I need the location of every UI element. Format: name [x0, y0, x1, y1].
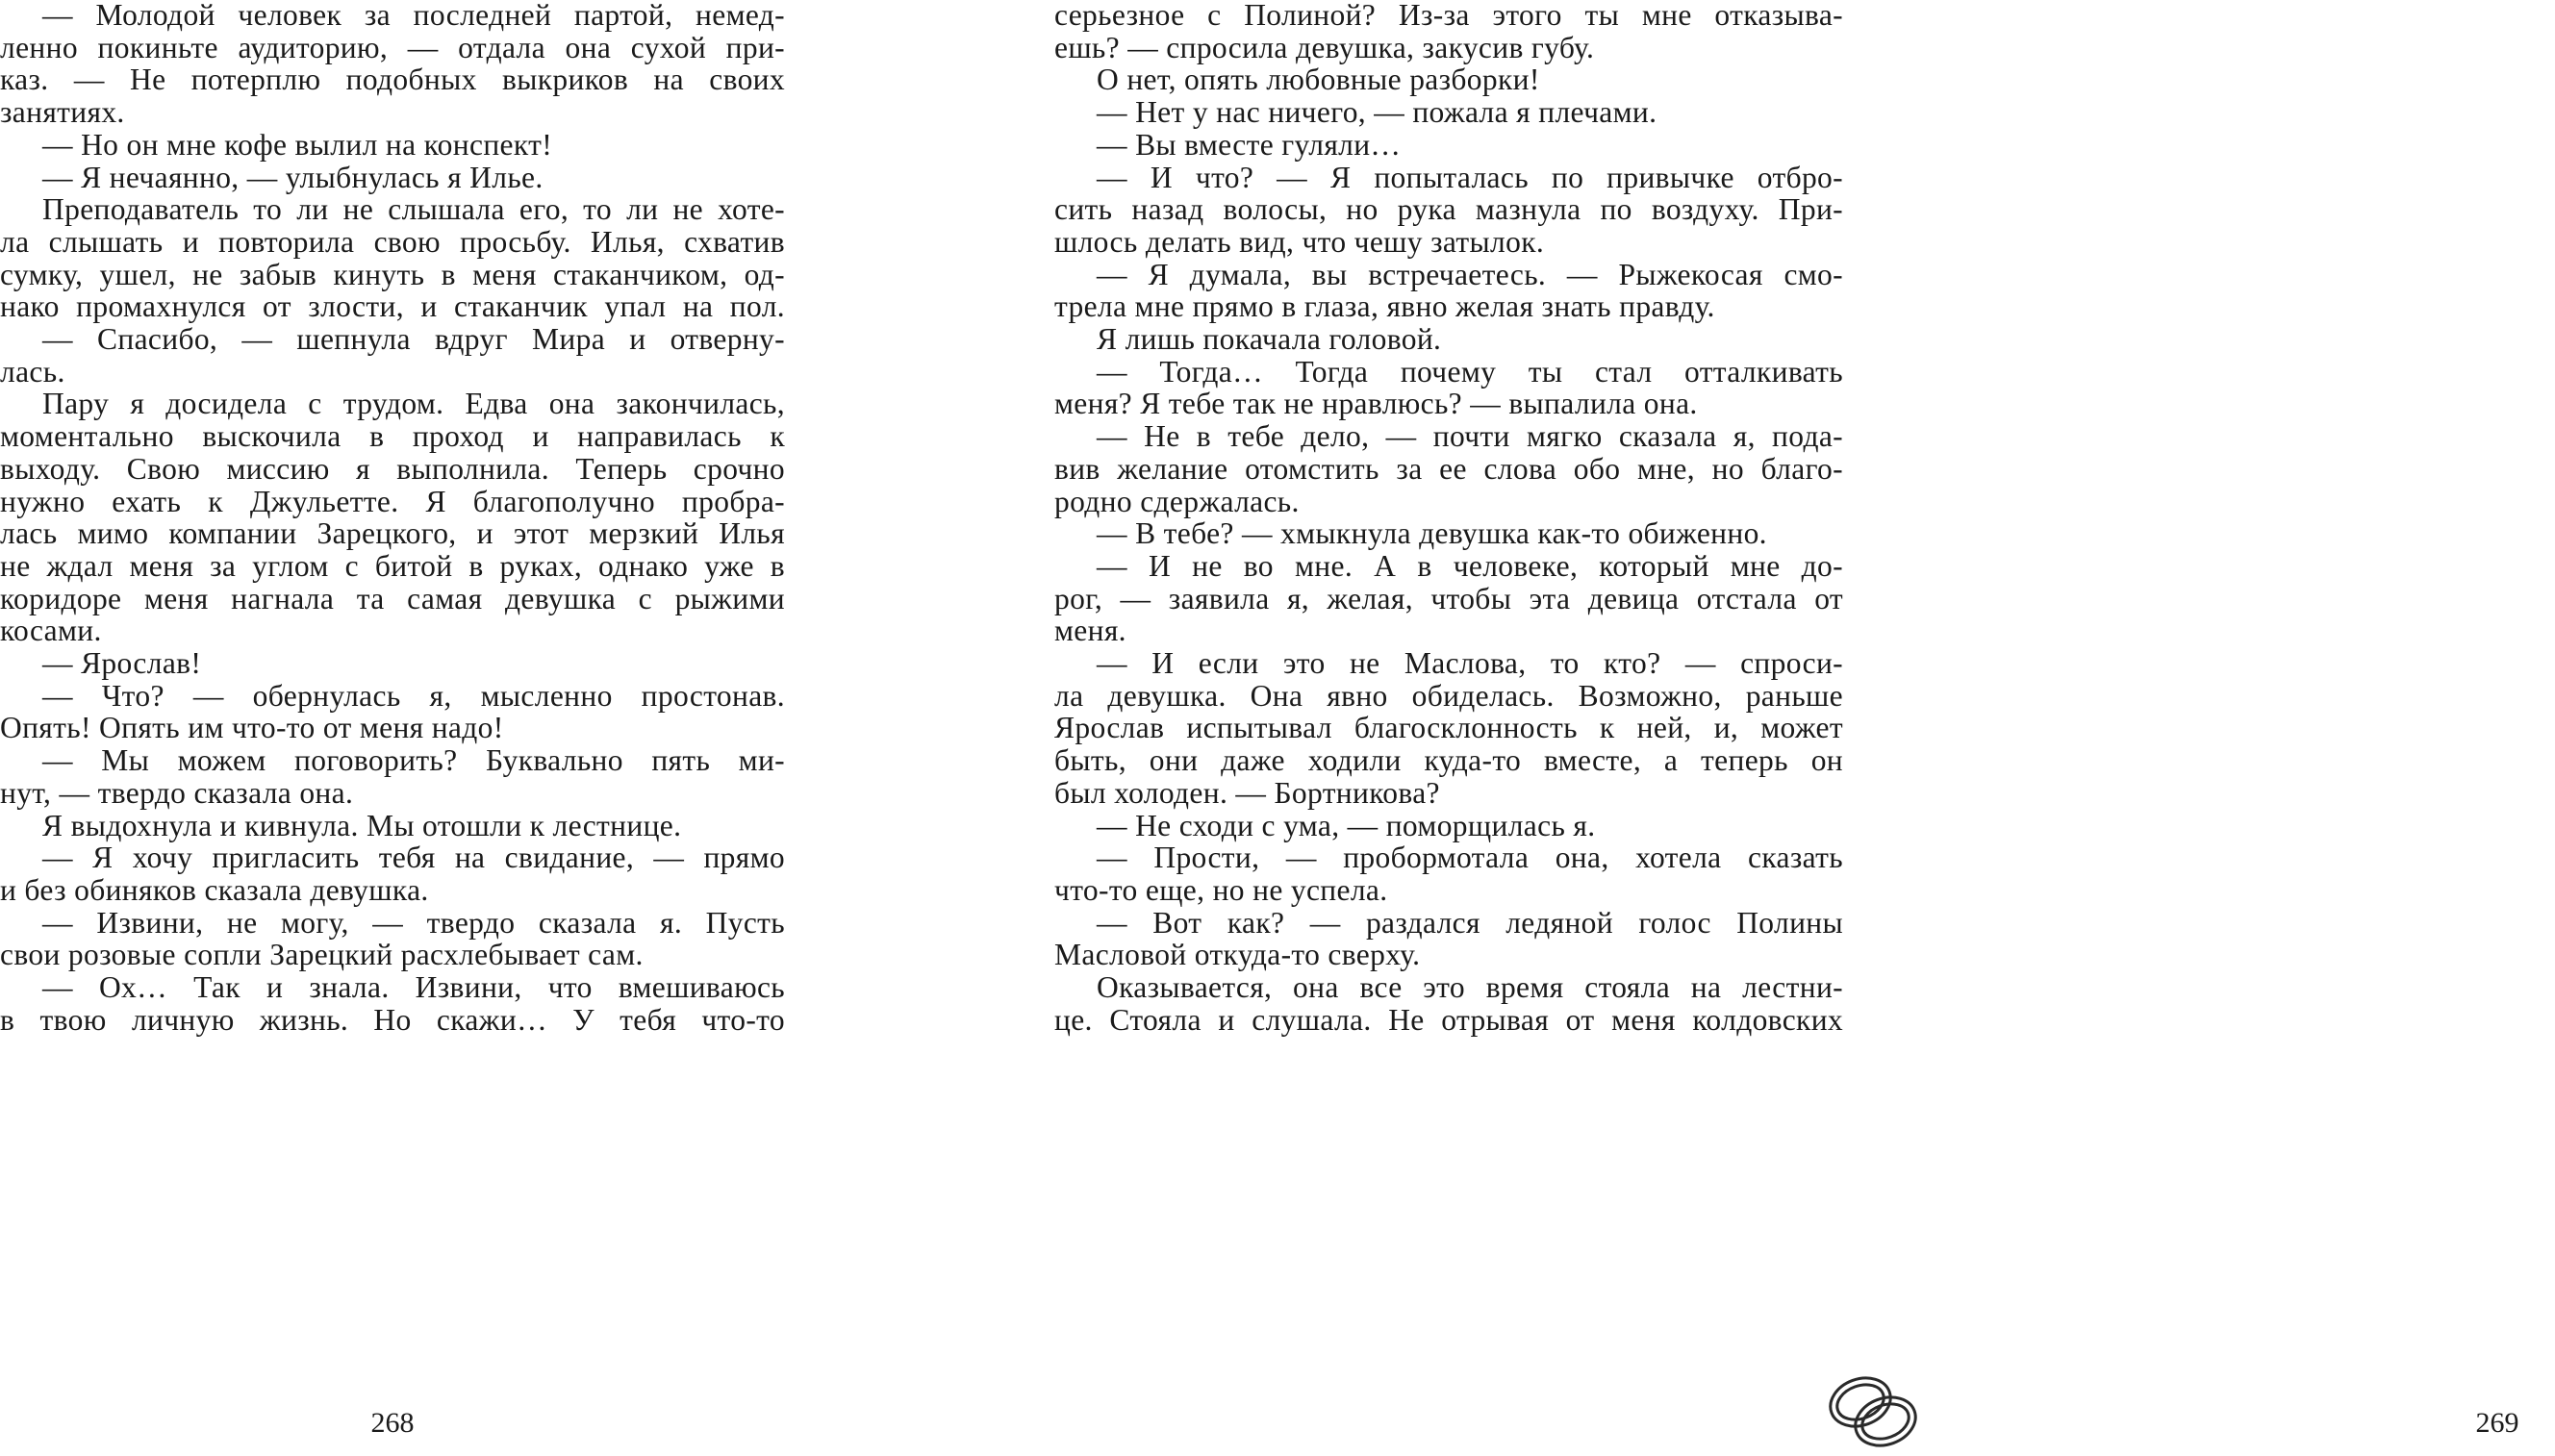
text-line: быть, они даже ходили куда-то вместе, а теперь он: [1054, 743, 1843, 778]
text-line: Опять! Опять им что-то от меня надо!: [0, 711, 504, 745]
text-line: коридоре меня нагнала та самая девушка с рыжими: [0, 581, 785, 615]
text-line: что-то еще, но не успела.: [1054, 872, 1388, 907]
text-line: лась.: [0, 354, 65, 389]
text-line: — Вы вместе гуляли…: [1097, 127, 1402, 162]
text-line: родно сдержалась.: [1054, 484, 1300, 518]
text-line: серьезное с Полиной? Из-за этого ты мне отказыва-: [1054, 0, 1843, 32]
text-line: шлось делать вид, что чешу затылок.: [1054, 224, 1545, 259]
text-line: Я выдохнула и кивнула. Мы отошли к лестнице.: [42, 808, 682, 842]
text-line: и без обиняков сказала девушка.: [0, 872, 429, 907]
text-line: Ярослав испытывал благосклонность к ней, и, может: [1054, 711, 1843, 745]
text-line: моментально выскочила в проход и направилась к: [0, 419, 785, 454]
text-line: вив желание отомстить за ее слова обо мне, но благо-: [1054, 451, 1843, 486]
text-line: це. Стояла и слушала. Не отрывая от меня колдовских: [1054, 1002, 1843, 1037]
text-line: Преподаватель то ли не слышала его, то ли не хоте-: [42, 192, 785, 227]
text-line: — Ох… Так и знала. Извини, что вмешиваюсь: [42, 970, 785, 1004]
text-line: — Прости, — пробормотала она, хотела сказать: [1097, 841, 1843, 875]
text-line: выходу. Свою миссию я выполнила. Теперь срочно: [0, 451, 785, 486]
text-line: нут, — твердо сказала она.: [0, 775, 354, 810]
text-line: нако промахнулся от злости, и стаканчик упал на пол.: [0, 289, 785, 324]
text-line: ленно покиньте аудиторию, — отдала она сухой при-: [0, 30, 785, 64]
text-line: занятиях.: [0, 95, 125, 130]
text-line: сить назад волосы, но рука мазнула по воздуху. При-: [1054, 192, 1843, 227]
text-line: О нет, опять любовные разборки!: [1097, 63, 1540, 97]
text-line: — Мы можем поговорить? Буквально пять ми-: [42, 743, 785, 778]
text-line: — Ярослав!: [42, 646, 202, 680]
text-line: сумку, ушел, не забыв кинуть в меня стаканчиком, од-: [0, 257, 785, 291]
right-page: [1054, 0, 2519, 1456]
text-line: в твою личную жизнь. Но скажи… У тебя что-то: [0, 1002, 785, 1037]
text-line: каз. — Не потерплю подобных выкриков на своих: [0, 63, 785, 97]
left-page-number: 268: [370, 1407, 415, 1439]
text-line: меня.: [1054, 614, 1126, 648]
text-line: Я лишь покачала головой.: [1097, 322, 1442, 356]
text-line: лась мимо компании Зарецкого, и этот мерзкий Илья: [0, 516, 785, 551]
text-line: — Не в тебе дело, — почти мягко сказала я, пода-: [1097, 419, 1843, 454]
text-line: — И что? — Я попыталась по привычке отбро-: [1097, 160, 1843, 194]
text-line: — Спасибо, — шепнула вдруг Мира и отверну-: [42, 322, 785, 356]
text-line: — Молодой человек за последней партой, немед-: [42, 0, 785, 32]
text-line: Оказывается, она все это время стояла на лестни-: [1097, 970, 1843, 1004]
text-line: — Нет у нас ничего, — пожала я плечами.: [1097, 95, 1657, 130]
text-line: ла девушка. Она явно обиделась. Возможно, раньше: [1054, 678, 1843, 713]
left-page: [0, 0, 789, 1456]
text-line: трела мне прямо в глаза, явно желая знать правду.: [1054, 289, 1715, 324]
right-page-number: 269: [2475, 1407, 2519, 1439]
text-line: Пару я досидела с трудом. Едва она закончилась,: [42, 387, 785, 421]
text-line: — Не сходи с ума, — поморщилась я.: [1097, 808, 1596, 842]
text-line: — Что? — обернулась я, мысленно простонав.: [42, 678, 785, 713]
text-line: — И если это не Маслова, то кто? — спроси-: [1097, 646, 1843, 680]
text-line: ешь? — спросила девушка, закусив губу.: [1054, 30, 1595, 64]
text-line: — И не во мне. А в человеке, который мне до-: [1097, 548, 1843, 583]
text-line: — В тебе? — хмыкнула девушка как-то обиженно.: [1097, 516, 1767, 551]
text-line: — Вот как? — раздался ледяной голос Полины: [1097, 905, 1843, 940]
text-line: — Тогда… Тогда почему ты стал отталкивать: [1097, 354, 1843, 389]
text-line: не ждал меня за углом с битой в руках, однако уже в: [0, 548, 785, 583]
text-line: нужно ехать к Джульетте. Я благополучно пробра-: [0, 484, 785, 518]
text-line: косами.: [0, 614, 102, 648]
text-line: рог, — заявила я, желая, чтобы эта девица отстала от: [1054, 581, 1843, 615]
text-line: — Извини, не могу, — твердо сказала я. Пусть: [42, 905, 785, 940]
text-line: — Я нечаянно, — улыбнулась я Илье.: [42, 160, 544, 194]
text-line: — Я думала, вы встречаетесь. — Рыжекосая смо-: [1097, 257, 1843, 291]
text-line: Масловой откуда-то сверху.: [1054, 938, 1421, 972]
text-line: свои розовые сопли Зарецкий расхлебывает сам.: [0, 938, 644, 972]
text-line: меня? Я тебе так не нравлюсь? — выпалила она.: [1054, 387, 1698, 421]
text-line: был холоден. — Бортникова?: [1054, 775, 1440, 810]
wedding-rings-icon: [1818, 1366, 1922, 1456]
text-line: ла слышать и повторила свою просьбу. Илья, схватив: [0, 224, 785, 259]
text-line: — Я хочу пригласить тебя на свидание, — прямо: [42, 841, 785, 875]
text-line: — Но он мне кофе вылил на конспект!: [42, 127, 553, 162]
